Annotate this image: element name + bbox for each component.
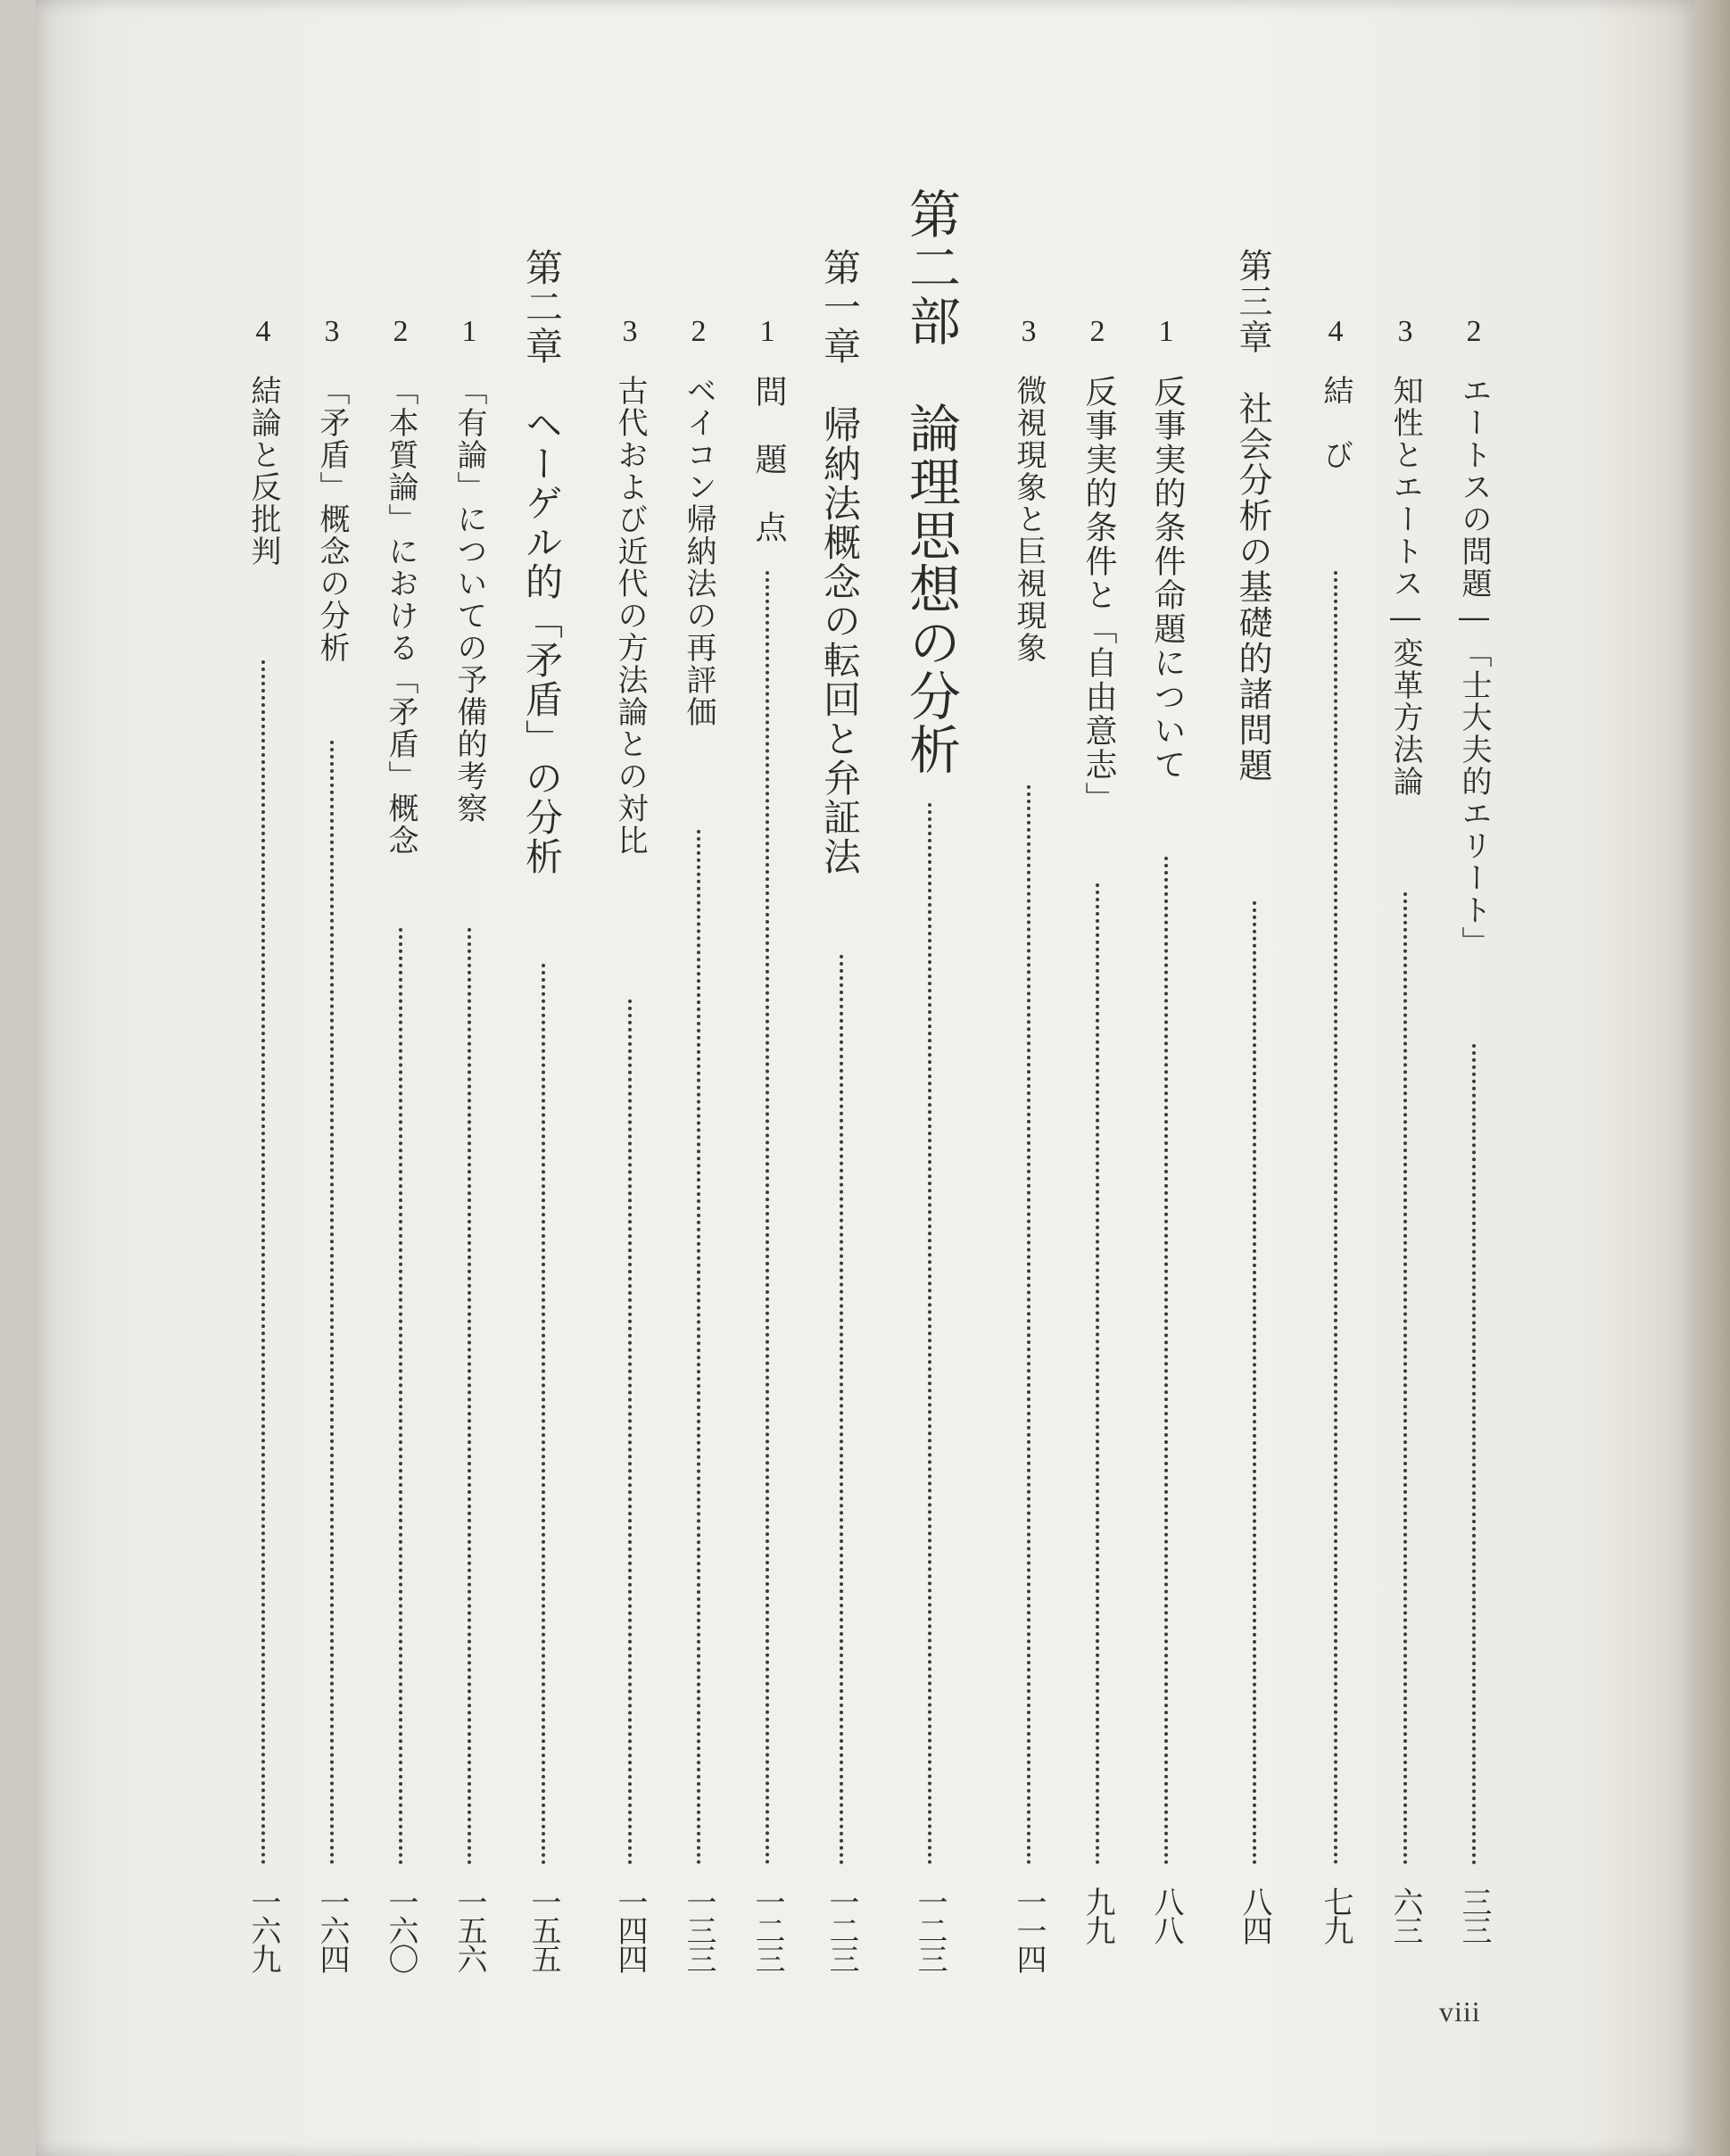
entry-page: 一四四 xyxy=(612,1886,648,1972)
entry-title: 「有論」についての予備的考察 xyxy=(451,375,487,825)
entry-page: 一五六 xyxy=(451,1886,487,1972)
leader-dots xyxy=(399,928,402,1865)
chapter-title: 第三章 社会分析の基礎的諸問題 xyxy=(1233,248,1272,784)
entry-number: 1 xyxy=(1158,315,1174,348)
chapter-title: 第二章 ヘーゲル的「矛盾」の分析 xyxy=(520,248,564,876)
page-number: viii xyxy=(1439,1995,1481,2027)
part-title: 第二部 論理思想の分析 xyxy=(900,187,961,776)
entry-title: エートスの問題―「士大夫的エリート」 xyxy=(1456,375,1492,958)
leader-dots xyxy=(1472,1044,1476,1865)
entry-page: 一三三 xyxy=(681,1886,716,1972)
entry-number: 2 xyxy=(691,315,707,348)
entry-title: 微視現象と巨視現象 xyxy=(1011,375,1047,664)
leader-dots xyxy=(697,830,700,1865)
entry-number: 3 xyxy=(324,315,340,348)
entry-page: 一二三 xyxy=(912,1886,948,1972)
entry-page: 三三 xyxy=(1456,1886,1492,1944)
book-page xyxy=(36,0,1695,2156)
leader-dots xyxy=(1403,892,1407,1865)
page-edge xyxy=(1695,0,1730,2156)
entry-number: 4 xyxy=(255,315,271,348)
leader-dots xyxy=(628,999,632,1865)
leader-dots xyxy=(330,741,334,1865)
entry-page: 一一四 xyxy=(1011,1886,1047,1972)
entry-title: 古代および近代の方法論との対比 xyxy=(612,375,648,857)
entry-title: 結論と反批判 xyxy=(245,375,281,568)
leader-dots xyxy=(928,803,931,1865)
entry-number: 1 xyxy=(461,315,477,348)
leader-dots xyxy=(1164,857,1168,1865)
leader-dots xyxy=(1096,883,1099,1865)
entry-number: 2 xyxy=(1466,315,1482,348)
entry-page: 八八 xyxy=(1148,1886,1184,1944)
entry-title: ベイコン帰納法の再評価 xyxy=(681,375,716,728)
leader-dots xyxy=(468,928,471,1865)
entry-number: 1 xyxy=(759,315,775,348)
entry-number: 3 xyxy=(1021,315,1037,348)
leader-dots xyxy=(1253,901,1256,1865)
entry-page: 一二三 xyxy=(749,1886,785,1972)
entry-title: 「矛盾」概念の分析 xyxy=(314,375,350,664)
chapter-title: 第一章 帰納法概念の転回と弁証法 xyxy=(818,248,862,876)
entry-page: 一六〇 xyxy=(383,1886,418,1972)
entry-number: 4 xyxy=(1328,315,1344,348)
entry-title: 問 題 点 xyxy=(750,375,787,544)
entry-page: 一六四 xyxy=(314,1886,350,1972)
leader-dots xyxy=(766,571,769,1865)
leader-dots xyxy=(840,955,843,1865)
entry-page: 六三 xyxy=(1387,1886,1423,1944)
leader-dots xyxy=(1334,571,1337,1865)
entry-number: 3 xyxy=(622,315,638,348)
entry-title: 反事実的条件命題について xyxy=(1149,375,1186,782)
entry-page: 一六九 xyxy=(245,1886,281,1972)
entry-page: 一二三 xyxy=(824,1886,859,1972)
leader-dots xyxy=(1027,785,1031,1865)
entry-number: 2 xyxy=(393,315,409,348)
entry-title: 知性とエートス―変革方法論 xyxy=(1387,375,1423,798)
leader-dots xyxy=(261,660,265,1865)
entry-page: 一五五 xyxy=(526,1886,561,1972)
entry-number: 2 xyxy=(1089,315,1105,348)
entry-page: 八四 xyxy=(1237,1886,1272,1944)
leader-dots xyxy=(542,964,545,1865)
entry-title: 「本質論」における「矛盾」概念 xyxy=(383,375,418,857)
entry-title: 反事実的条件と「自由意志」 xyxy=(1080,375,1117,816)
entry-page: 七九 xyxy=(1318,1886,1353,1944)
entry-title: 結 び xyxy=(1318,375,1353,471)
entry-number: 3 xyxy=(1397,315,1413,348)
entry-page: 九九 xyxy=(1080,1886,1115,1944)
